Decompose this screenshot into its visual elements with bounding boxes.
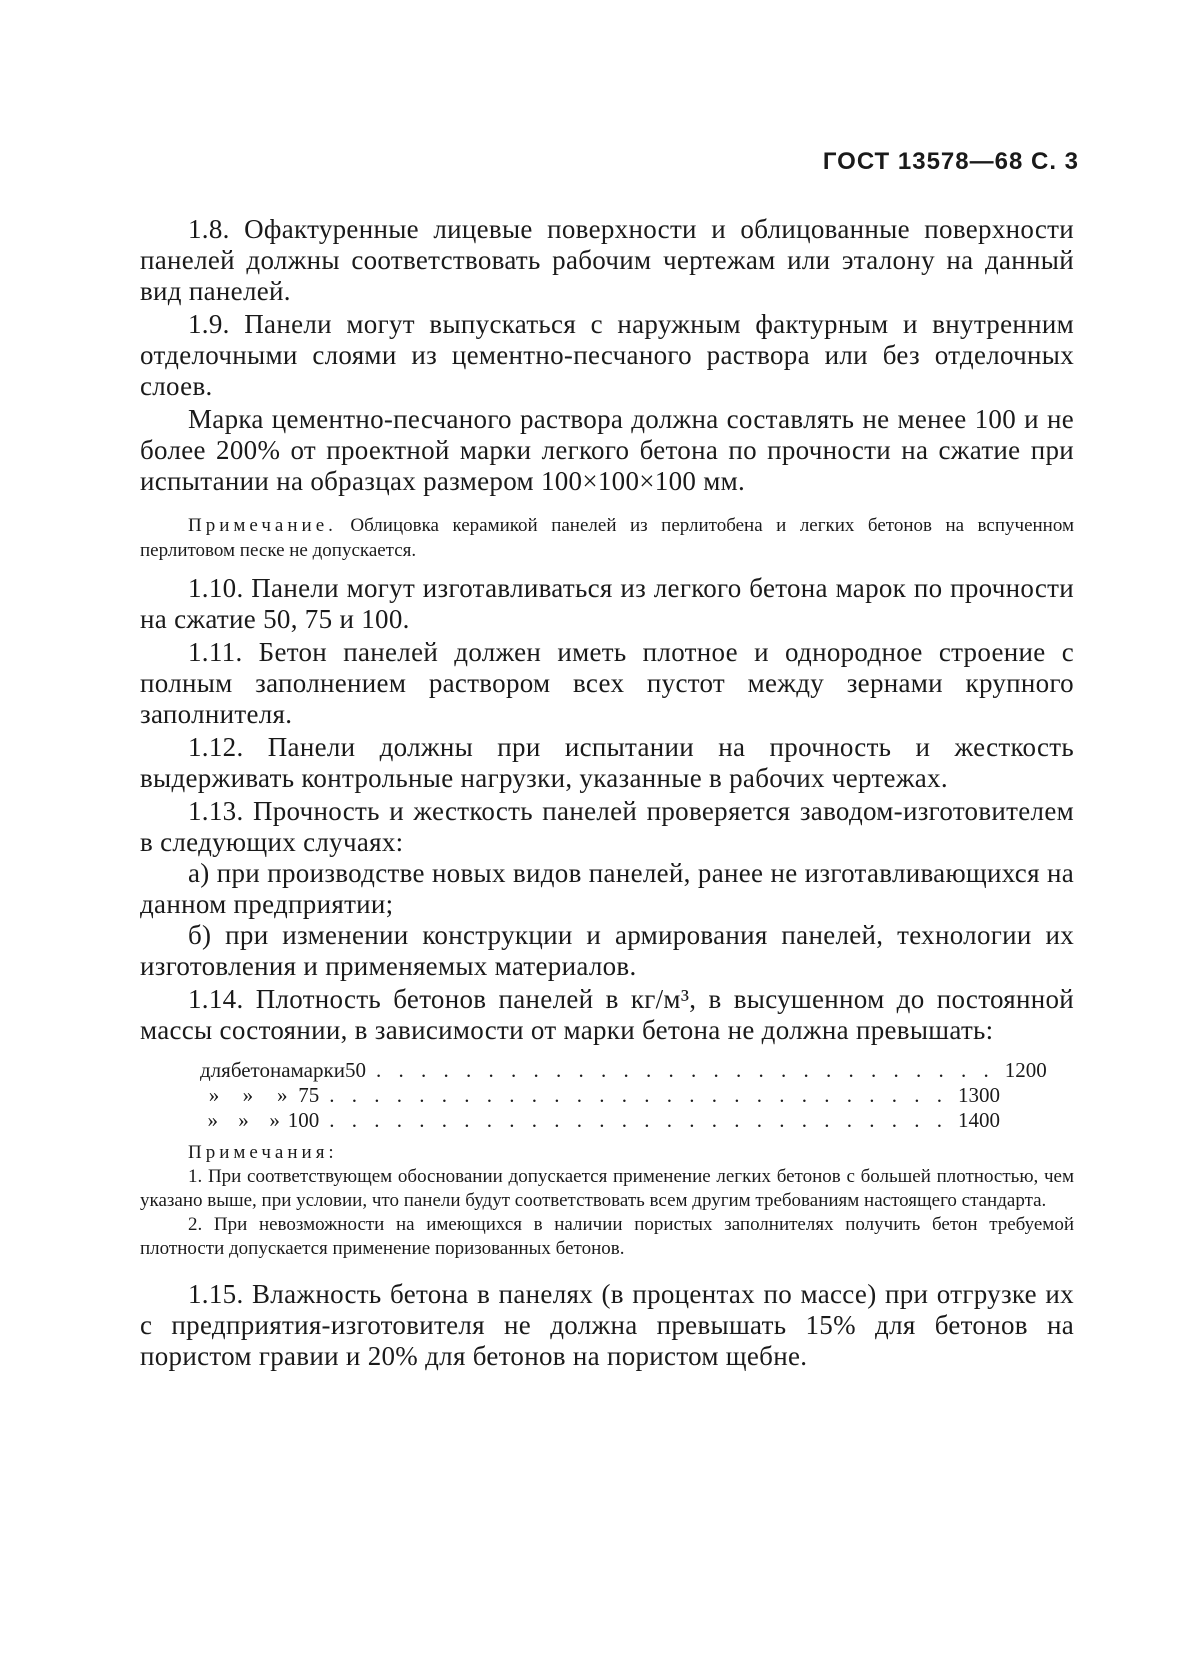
- density-grade: 75: [298, 1083, 320, 1107]
- document-body: [140, 214, 1074, 1372]
- note-2: 2. При невозможности на имеющихся в наличии пористых заполнителях получить бетон требуемой плотности допускается применение поризованных бетонов.: [140, 1214, 1074, 1259]
- dot-leader: . . . . . . . . . . . . . . . . . . . . . . . . . . . .: [329, 1083, 948, 1107]
- density-grade: 100: [287, 1108, 320, 1132]
- note-cladding: [140, 513, 1074, 563]
- density-value: 1300: [957, 1083, 1000, 1107]
- density-value: 1400: [958, 1108, 1000, 1132]
- density-cell: марки: [290, 1058, 345, 1082]
- paragraph-1-13: 1.13. Прочность и жесткость панелей проверяется заводом-изготовителем в следующих случаях:: [140, 796, 1074, 857]
- paragraph-1-12: 1.12. Панели должны при испытании на прочность и жесткость выдерживать контрольные нагрузки, указанные в рабочих чертежах.: [140, 732, 1074, 793]
- density-value: 1200: [1004, 1058, 1047, 1082]
- paragraph-1-8: 1.8. Офактуренные лицевые поверхности и облицованные поверхности панелей должны соответствовать рабочим чертежам или эталону на данный вид панелей.: [140, 214, 1074, 306]
- density-row: [200, 1083, 1000, 1108]
- density-cell: »: [238, 1108, 249, 1132]
- note-text: Облицовка керамикой панелей из перлитобена и легких бетонов на вспученном перлитовом песке не допускается.: [140, 515, 1075, 561]
- density-cell: »: [269, 1108, 280, 1132]
- paragraph-1-13-a: а) при производстве новых видов панелей, ранее не изготавливающихся на данном предприятии;: [140, 858, 1074, 919]
- density-cell: для: [200, 1058, 231, 1082]
- paragraph-1-11: 1.11. Бетон панелей должен иметь плотное и однородное строение с полным заполнением раствором всех пустот между зернами крупного заполнителя.: [140, 637, 1074, 729]
- density-cell: »: [207, 1108, 218, 1132]
- paragraph-1-10: 1.10. Панели могут изготавливаться из легкого бетона марок по прочности на сжатие 50, 75 и 100.: [140, 573, 1074, 634]
- dot-leader: . . . . . . . . . . . . . . . . . . . . . . . . . . . .: [329, 1108, 948, 1132]
- note-label: Примечание.: [188, 515, 337, 536]
- density-table: [200, 1058, 1047, 1133]
- paragraph-1-9: 1.9. Панели могут выпускаться с наружным фактурным и внутренним отделочными слоями из цементно-песчаного раствора или без отделочных слоев.: [140, 309, 1074, 401]
- density-row: [200, 1108, 1000, 1133]
- paragraph-mortar-grade: Марка цементно-песчаного раствора должна составлять не менее 100 и не более 200% от проектной марки легкого бетона по прочности на сжатие при испытании на образцах размером 100×100×100 мм.: [140, 404, 1074, 496]
- density-row: [200, 1058, 1047, 1083]
- paragraph-1-14: 1.14. Плотность бетонов панелей в кг/м³, в высушенном до постоянной массы состоянии, в зависимости от марки бетона не должна превышать:: [140, 984, 1074, 1045]
- density-grade: 50: [344, 1058, 366, 1082]
- note-1: 1. При соответствующем обосновании допускается применение легких бетонов с большей плотностью, чем указано выше, при условии, что панели будут соответствовать всем другим требованиям настоящего стандарта.: [140, 1166, 1074, 1211]
- page-header: ГОСТ 13578—68 С. 3: [822, 148, 1079, 175]
- paragraph-1-15: 1.15. Влажность бетона в панелях (в процентах по массе) при отгрузке их с предприятия-изготовителя не должна превышать 15% для бетонов на пористом гравии и 20% для бетонов на пористом щебне.: [140, 1279, 1074, 1371]
- density-cell: »: [208, 1083, 220, 1107]
- dot-leader: . . . . . . . . . . . . . . . . . . . . . . . . . . . .: [375, 1058, 995, 1082]
- notes-title: Примечания:: [188, 1142, 338, 1163]
- paragraph-1-13-b: б) при изменении конструкции и армирования панелей, технологии их изготовления и применяемых материалов.: [140, 920, 1074, 981]
- density-cell: »: [242, 1083, 254, 1107]
- density-cell: бетона: [230, 1058, 291, 1082]
- density-cell: »: [276, 1083, 288, 1107]
